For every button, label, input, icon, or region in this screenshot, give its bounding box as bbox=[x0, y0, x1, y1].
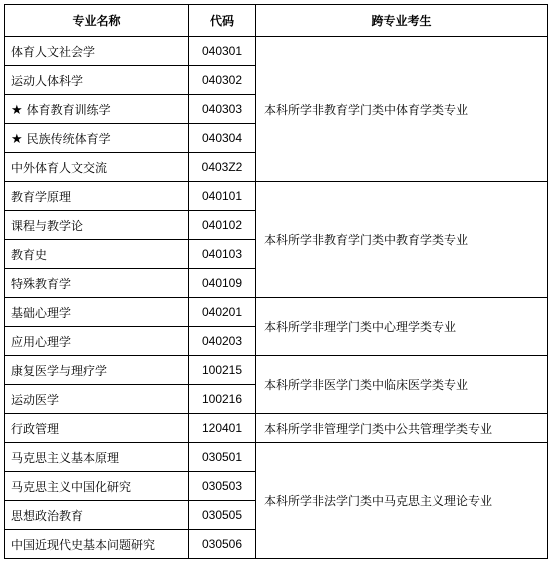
major-name-cell bbox=[5, 530, 189, 559]
major-code: 040101 bbox=[189, 182, 256, 211]
major-name: 应用心理学 bbox=[11, 334, 72, 349]
table-row bbox=[5, 443, 548, 472]
header-code: 代码 bbox=[189, 5, 256, 37]
major-code: 100215 bbox=[189, 356, 256, 385]
major-name-cell bbox=[5, 240, 189, 269]
major-name: 特殊教育学 bbox=[11, 276, 72, 291]
major-name: 课程与教学论 bbox=[11, 218, 84, 233]
major-code: 030503 bbox=[189, 472, 256, 501]
star-icon: ★ bbox=[11, 131, 23, 147]
major-name-cell bbox=[5, 66, 189, 95]
major-name-cell bbox=[5, 211, 189, 240]
major-code: 040201 bbox=[189, 298, 256, 327]
major-name: 运动医学 bbox=[11, 392, 60, 407]
major-name-cell bbox=[5, 385, 189, 414]
major-name-cell bbox=[5, 153, 189, 182]
cross-major-requirement: 本科所学非教育学门类中教育学类专业 bbox=[256, 182, 548, 298]
major-code: 030501 bbox=[189, 443, 256, 472]
major-name: 康复医学与理疗学 bbox=[11, 363, 108, 378]
major-code: 040302 bbox=[189, 66, 256, 95]
major-name-cell bbox=[5, 472, 189, 501]
cross-major-requirement: 本科所学非医学门类中临床医学类专业 bbox=[256, 356, 548, 414]
header-row bbox=[5, 5, 548, 37]
major-name-cell bbox=[5, 414, 189, 443]
major-code: 040109 bbox=[189, 269, 256, 298]
major-name: 基础心理学 bbox=[11, 305, 72, 320]
major-name: 思想政治教育 bbox=[11, 508, 84, 523]
major-name-cell bbox=[5, 501, 189, 530]
major-code: 100216 bbox=[189, 385, 256, 414]
header-cross-major: 跨专业考生 bbox=[256, 5, 548, 37]
cross-major-requirement: 本科所学非管理学门类中公共管理学类专业 bbox=[256, 414, 548, 443]
major-name-cell bbox=[5, 124, 189, 153]
major-name: 马克思主义中国化研究 bbox=[11, 479, 132, 494]
major-name-cell bbox=[5, 95, 189, 124]
cross-major-requirement: 本科所学非法学门类中马克思主义理论专业 bbox=[256, 443, 548, 559]
major-code: 0403Z2 bbox=[189, 153, 256, 182]
major-code: 040301 bbox=[189, 37, 256, 66]
major-name-cell bbox=[5, 356, 189, 385]
table-row bbox=[5, 37, 548, 66]
major-name-cell bbox=[5, 443, 189, 472]
major-name: 民族传统体育学 bbox=[26, 131, 111, 146]
major-name-cell bbox=[5, 298, 189, 327]
major-name: 马克思主义基本原理 bbox=[11, 450, 120, 465]
table-row bbox=[5, 298, 548, 327]
major-name: 体育教育训练学 bbox=[26, 102, 111, 117]
major-name: 教育史 bbox=[11, 247, 48, 262]
major-code: 040102 bbox=[189, 211, 256, 240]
major-name-cell bbox=[5, 269, 189, 298]
table-row bbox=[5, 414, 548, 443]
major-name: 中国近现代史基本问题研究 bbox=[11, 537, 156, 552]
star-icon: ★ bbox=[11, 102, 23, 118]
major-name: 体育人文社会学 bbox=[11, 44, 96, 59]
major-name: 行政管理 bbox=[11, 421, 60, 436]
major-name-cell bbox=[5, 37, 189, 66]
major-code: 030505 bbox=[189, 501, 256, 530]
major-code: 040103 bbox=[189, 240, 256, 269]
major-name: 运动人体科学 bbox=[11, 73, 84, 88]
header-major-name: 专业名称 bbox=[5, 5, 189, 37]
table-row bbox=[5, 182, 548, 211]
cross-major-requirement: 本科所学非理学门类中心理学类专业 bbox=[256, 298, 548, 356]
major-name-cell bbox=[5, 182, 189, 211]
table-row bbox=[5, 356, 548, 385]
major-name-cell bbox=[5, 327, 189, 356]
major-code: 040203 bbox=[189, 327, 256, 356]
cross-major-requirement: 本科所学非教育学门类中体育学类专业 bbox=[256, 37, 548, 182]
major-code: 040304 bbox=[189, 124, 256, 153]
major-code: 040303 bbox=[189, 95, 256, 124]
major-code: 030506 bbox=[189, 530, 256, 559]
table-body bbox=[5, 37, 548, 559]
major-code: 120401 bbox=[189, 414, 256, 443]
major-table bbox=[4, 4, 548, 559]
major-name: 教育学原理 bbox=[11, 189, 72, 204]
major-name: 中外体育人文交流 bbox=[11, 160, 108, 175]
